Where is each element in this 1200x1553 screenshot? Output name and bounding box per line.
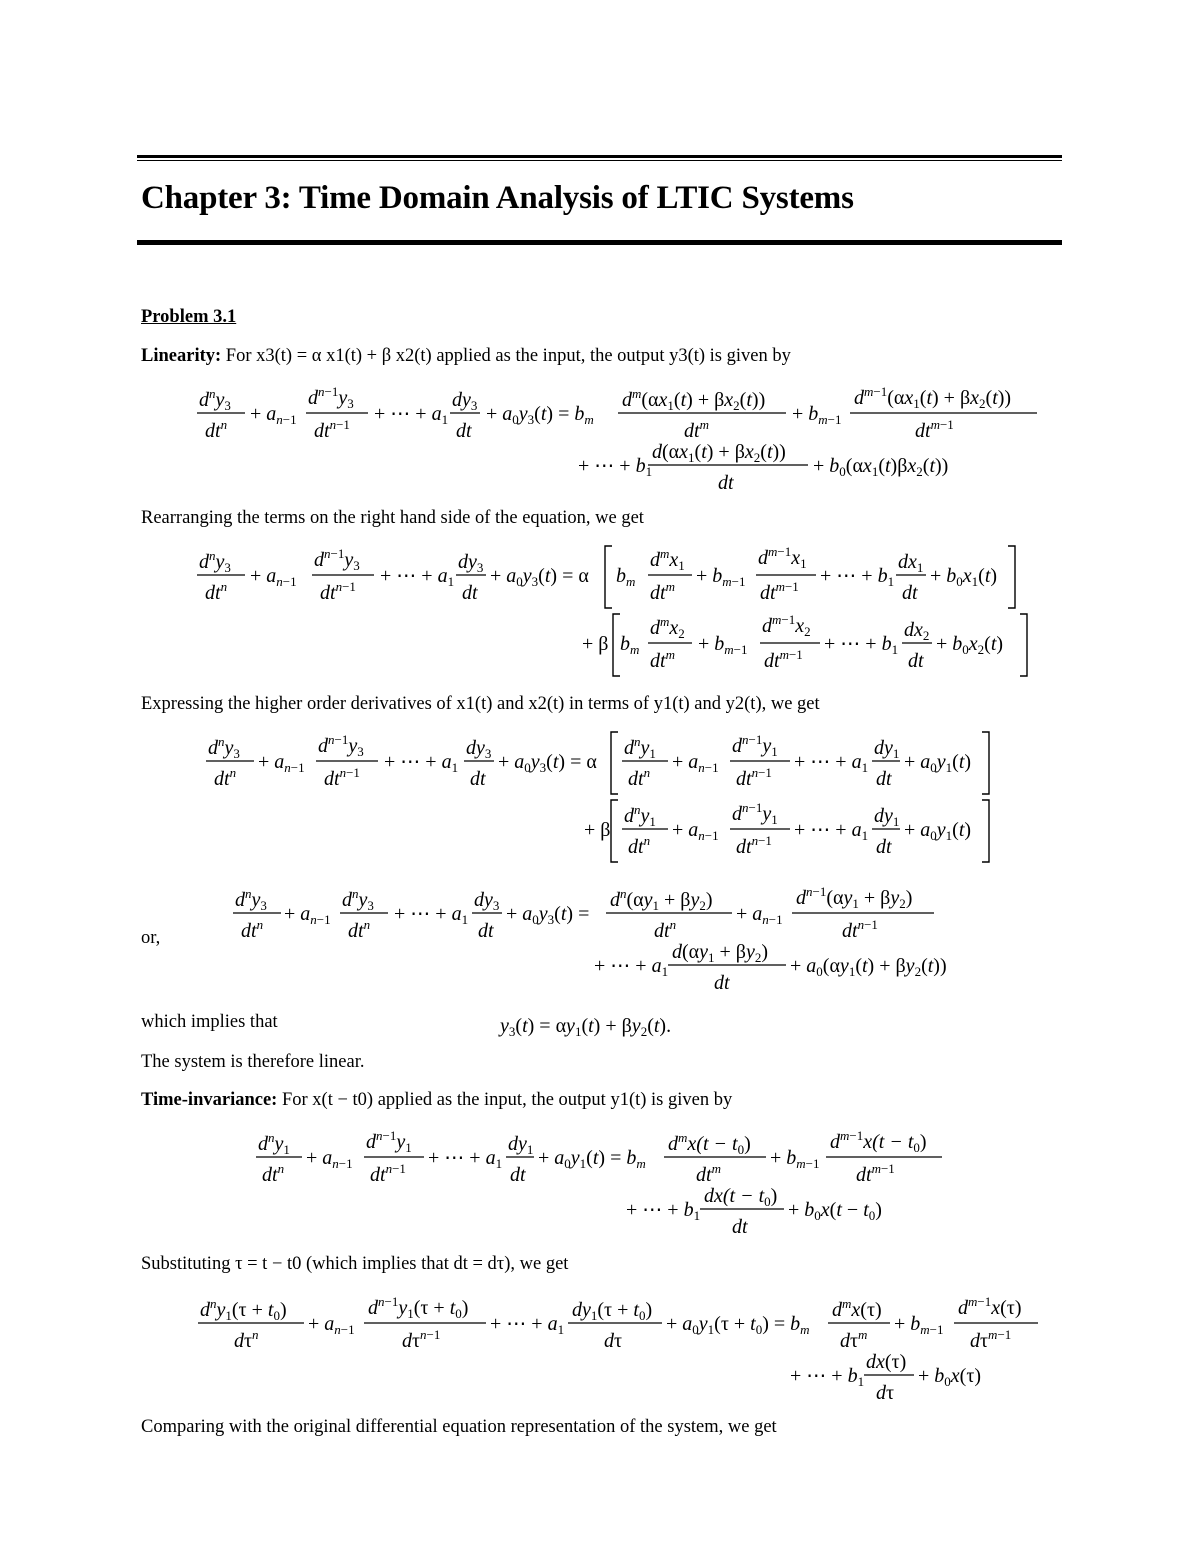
svg-text:dtn: $dt^n$ (628, 765, 651, 790)
svg-text:dn(αy1 + βy2): $d^n(\alpha y_1 + \beta y_2)$ (610, 886, 713, 913)
svg-text:dt: dt (908, 650, 924, 672)
svg-text:dny1: $d^ny_1$ (624, 734, 656, 761)
svg-text:d(αx1(t) + βx2(t)): $d(\alpha x_1(t) + \beta x_2(t))$ (652, 441, 786, 465)
svg-text:dtn−1: $dt^n-1$ (314, 417, 350, 442)
top-rule-thin (137, 160, 1062, 161)
svg-text:dtn: $dt^n$ (205, 579, 228, 604)
svg-text:+ ⋯ + b1: + ⋯ + $b_1$ (820, 565, 895, 589)
equation-time-shift (0, 1124, 1060, 1244)
svg-text:dy1: $dy_1$ (874, 805, 900, 829)
svg-text:dm−1(αx1(t) + βx2(t)): $d^m-1(\alpha x_1(t) + \beta x_2(t))$ (854, 384, 1012, 411)
svg-text:dtm: $dt^m$ (650, 647, 675, 672)
svg-text:+ an−1: + $a_n-1$ (672, 751, 719, 775)
svg-text:dny1(τ + t0): $d^ny_1(\tau + t_0)$ (200, 1296, 287, 1323)
svg-text:+ bm−1: + $b_m-1$ (894, 1313, 944, 1337)
svg-text:d(αy1 + βy2): $d(\alpha y_1 + \beta y_2)$ (672, 941, 769, 965)
comparing-paragraph: Comparing with the original differential equation representation of the system, we get (141, 1417, 777, 1437)
svg-text:bm: $b_m$ (620, 633, 640, 657)
time-invariance-intro: For x(t − t0) applied as the input, the output y1(t) is given by (277, 1090, 733, 1110)
svg-text:dn−1y1: $d^n-1y_1$ (732, 732, 778, 759)
svg-text:+ an−1: + $a_n-1$ (306, 1147, 353, 1171)
svg-text:+ an−1: + $a_n-1$ (308, 1313, 355, 1337)
svg-text:+ a0y1(t): + $a_0y_1(t)$ (904, 819, 972, 843)
svg-text:+ an−1: + $a_n-1$ (250, 403, 297, 427)
svg-text:dt: dt (456, 420, 472, 442)
svg-text:+ a0y1(t): + $a_0y_1(t)$ (904, 751, 972, 775)
svg-text:+ ⋯ + b1: + ⋯ + $b_1$ (626, 1199, 701, 1223)
svg-text:+ bm−1: + $b_m-1$ (696, 565, 746, 589)
equation-substituted (0, 1290, 1060, 1410)
svg-text:+ ⋯ + a1: + ⋯ + $a_1$ (794, 819, 869, 843)
svg-text:dn−1y1: $d^n-1y_1$ (366, 1128, 412, 1155)
svg-text:+ ⋯ + b1: + ⋯ + $b_1$ (578, 455, 653, 479)
svg-text:+ a0y3(t) = α: + $a_0y_3(t) = \alpha$ (490, 565, 589, 589)
svg-text:dm(αx1(t) + βx2(t)): $d^m(\alpha x_1(t) + \beta x_2(t))$ (622, 386, 766, 413)
svg-text:+ bm−1: + $b_m-1$ (770, 1147, 820, 1171)
svg-text:+ a0y1(t) = bm: + $a_0y_1(t) = b_m$ (538, 1147, 646, 1171)
rearranging-paragraph: Rearranging the terms on the right hand side of the equation, we get (141, 508, 644, 528)
svg-text:dtn: $dt^n$ (241, 917, 264, 942)
svg-text:dt: dt (902, 582, 918, 604)
svg-text:dx2: $dx_2$ (904, 619, 930, 643)
svg-text:+ ⋯ + b1: + ⋯ + $b_1$ (824, 633, 899, 657)
svg-text:dtn−1: $dt^n-1$ (736, 833, 772, 858)
svg-text:+ ⋯ + b1: + ⋯ + $b_1$ (790, 1365, 865, 1389)
implies-equation (500, 1012, 720, 1040)
svg-text:dn−1y3: $d^n-1y_3$ (314, 546, 360, 573)
svg-text:dτ: dτ (876, 1382, 895, 1404)
svg-text:dy3: $dy_3$ (458, 551, 484, 575)
or-label: or, (141, 928, 161, 948)
svg-text:dn−1y1: $d^n-1y_1$ (732, 800, 778, 827)
svg-text:dt: dt (478, 920, 494, 942)
svg-text:+ a0y3(t) = α: + $a_0y_3(t) = \alpha$ (498, 751, 597, 775)
svg-text:dny1: $d^ny_1$ (258, 1130, 290, 1157)
svg-text:dy3: $dy_3$ (466, 737, 492, 761)
substituting-paragraph: Substituting τ = t − t0 (which implies that dt = dτ), we get (141, 1254, 569, 1274)
svg-text:+ b0x1(t): + $b_0x_1(t)$ (930, 565, 998, 589)
svg-text:dx1: $dx_1$ (898, 551, 924, 575)
svg-text:+ bm−1: + $b_m-1$ (698, 633, 748, 657)
svg-text:dmx1: $d^mx_1$ (650, 546, 685, 573)
linearity-intro: For x3(t) = α x1(t) + β x2(t) applied as the input, the output y3(t) is given by (221, 346, 791, 366)
svg-text:+ β: + β (582, 633, 609, 655)
svg-text:+ b0x(t − t0): + $b_0x(t - t_0)$ (788, 1199, 882, 1223)
svg-text:dtn: $dt^n$ (262, 1161, 285, 1186)
svg-text:+ ⋯ + a1: + ⋯ + $a_1$ (394, 903, 469, 927)
svg-text:+ a0y1(τ + t0) = bm: + $a_0y_1(\tau + t_0) = b_m$ (666, 1313, 810, 1337)
svg-text:dx(τ): dx(τ) (866, 1351, 907, 1373)
svg-text:dτm: $d\tau^m$ (840, 1327, 868, 1352)
svg-text:dtn−1: $dt^n-1$ (320, 579, 356, 604)
time-invariance-label: Time-invariance: (141, 1090, 278, 1110)
expressing-paragraph: Expressing the higher order derivatives of x1(t) and x2(t) in terms of y1(t) and y2(t), we get (141, 694, 820, 714)
svg-text:dtm: $dt^m$ (696, 1161, 721, 1186)
svg-text:dtm: $dt^m$ (684, 417, 709, 442)
linearity-paragraph (141, 346, 791, 367)
svg-text:dy1: $dy_1$ (874, 737, 900, 761)
svg-text:+ bm−1: + $b_m-1$ (792, 403, 842, 427)
svg-text:dtm: $dt^m$ (650, 579, 675, 604)
svg-text:+ ⋯ + a1: + ⋯ + $a_1$ (594, 955, 669, 979)
svg-text:dtn−1: $dt^n-1$ (370, 1161, 406, 1186)
svg-text:dny3: $d^ny_3$ (208, 734, 240, 761)
svg-text:+ an−1: + $a_n-1$ (250, 565, 297, 589)
svg-text:+ β: + β (584, 819, 611, 841)
title-underline-rule (137, 240, 1062, 245)
svg-text:dtm−1: $dt^m-1$ (915, 417, 954, 442)
svg-text:bm: $b_m$ (616, 565, 636, 589)
svg-text:dτm−1: $d\tau^m-1$ (970, 1327, 1012, 1352)
svg-text:+ ⋯ + a1: + ⋯ + $a_1$ (490, 1313, 565, 1337)
equation-linearity-output (0, 380, 1060, 500)
svg-text:+ ⋯ + a1: + ⋯ + $a_1$ (794, 751, 869, 775)
implies-label: which implies that (141, 1012, 278, 1032)
svg-text:dt: dt (470, 768, 486, 790)
svg-text:dy1: $dy_1$ (508, 1133, 534, 1157)
svg-text:dy3: $dy_3$ (474, 889, 500, 913)
svg-text:dtn: $dt^n$ (205, 417, 228, 442)
svg-text:dx(t − t0): $dx(t - t_0)$ (704, 1185, 778, 1209)
svg-text:dtn: $dt^n$ (654, 917, 677, 942)
svg-text:dtn−1: $dt^n-1$ (324, 765, 360, 790)
svg-text:dny1: $d^ny_1$ (624, 802, 656, 829)
svg-text:+ ⋯ + a1: + ⋯ + $a_1$ (374, 403, 449, 427)
svg-text:dmx(t − t0): $d^mx(t - t_0)$ (668, 1130, 751, 1157)
svg-text:dy3: $dy_3$ (452, 389, 478, 413)
implies-equation-render (500, 1012, 720, 1040)
svg-text:dy1(τ + t0): $dy_1(\tau + t_0)$ (572, 1299, 653, 1323)
top-rule-thick (137, 155, 1062, 158)
svg-text:dn−1y1(τ + t0): $d^n-1y_1(\tau + t_0)$ (368, 1294, 469, 1321)
svg-text:dtn−1: $dt^n-1$ (842, 917, 878, 942)
svg-text:dny3: $d^ny_3$ (235, 886, 267, 913)
svg-text:+ an−1: + $a_n-1$ (672, 819, 719, 843)
svg-text:dtm−1: $dt^m-1$ (760, 579, 799, 604)
svg-text:dm−1x1: $d^m-1x_1$ (758, 544, 807, 571)
svg-text:dmx(τ): $d^mx(\tau)$ (832, 1296, 882, 1321)
problem-heading: Problem 3.1 (141, 307, 237, 327)
svg-text:+ b0x2(t): + $b_0x_2(t)$ (936, 633, 1004, 657)
svg-text:dτn: $d\tau^n$ (234, 1327, 259, 1352)
svg-text:dt: dt (718, 472, 734, 494)
svg-text:dny3: $d^ny_3$ (342, 886, 374, 913)
chapter-title: Chapter 3: Time Domain Analysis of LTIC Systems (141, 180, 854, 216)
time-invariance-paragraph (141, 1090, 732, 1111)
svg-text:dt: dt (714, 972, 730, 994)
svg-text:+ an−1: + $a_n-1$ (736, 903, 783, 927)
svg-text:dn−1y3: $d^n-1y_3$ (308, 384, 354, 411)
svg-text:+ a0(αy1(t) + βy2(t)): + $a_0(\alpha y_1(t) + \beta y_2(t))$ (790, 955, 947, 979)
svg-text:dt: dt (510, 1164, 526, 1186)
svg-text:+ b0(αx1(t)βx2(t)): + $b_0(\alpha x_1(t)\beta x_2(t))$ (813, 455, 949, 479)
svg-text:dtm−1: $dt^m-1$ (856, 1161, 895, 1186)
equation-rearranged (0, 540, 1060, 680)
svg-text:dτn−1: $d\tau^n-1$ (402, 1327, 441, 1352)
svg-text:+ a0y3(t) =: + $a_0y_3(t)$ = (506, 903, 590, 927)
svg-text:+ ⋯ + a1: + ⋯ + $a_1$ (384, 751, 459, 775)
svg-text:dτ: dτ (604, 1330, 623, 1352)
linear-conclusion: The system is therefore linear. (141, 1052, 365, 1072)
svg-text:dtn: $dt^n$ (214, 765, 237, 790)
svg-text:dtn−1: $dt^n-1$ (736, 765, 772, 790)
svg-text:dt: dt (462, 582, 478, 604)
svg-text:dny3: $d^ny_3$ (199, 548, 231, 575)
equation-expressed-in-y (0, 728, 1060, 868)
svg-text:dtm−1: $dt^m-1$ (764, 647, 803, 672)
svg-text:dn−1y3: $d^n-1y_3$ (318, 732, 364, 759)
svg-text:dt: dt (876, 836, 892, 858)
svg-text:dmx2: $d^mx_2$ (650, 614, 685, 641)
svg-text:+ a0y3(t) = bm: + $a_0y_3(t) = b_m$ (486, 403, 594, 427)
svg-text:dny3: $d^ny_3$ (199, 386, 231, 413)
svg-text:+ an−1: + $a_n-1$ (284, 903, 331, 927)
svg-text:dt: dt (732, 1216, 748, 1238)
svg-text:dm−1x(τ): $d^m-1x(\tau)$ (958, 1294, 1022, 1319)
svg-text:dn−1(αy1 + βy2): $d^n-1(\alpha y_1 + \beta y_2)$ (796, 884, 913, 911)
svg-text:+ ⋯ + a1: + ⋯ + $a_1$ (428, 1147, 503, 1171)
svg-text:dt: dt (876, 768, 892, 790)
equation-or-form (0, 880, 1060, 1000)
svg-text:+ ⋯ + a1: + ⋯ + $a_1$ (380, 565, 455, 589)
svg-text:+ an−1: + $a_n-1$ (258, 751, 305, 775)
linearity-label: Linearity: (141, 346, 222, 366)
svg-text:+ b0x(τ): + $b_0x(\tau)$ (918, 1365, 982, 1389)
svg-text:dtn: $dt^n$ (348, 917, 371, 942)
svg-text:dm−1x(t − t0): $d^m-1x(t - t_0)$ (830, 1128, 927, 1155)
svg-text:y3(t) = αy1(t) + βy2(t).: $y_3(t) = \alpha y_1(t) + \beta y_2(t)$. (500, 1015, 672, 1039)
svg-text:dm−1x2: $d^m-1x_2$ (762, 612, 811, 639)
svg-text:dtn: $dt^n$ (628, 833, 651, 858)
